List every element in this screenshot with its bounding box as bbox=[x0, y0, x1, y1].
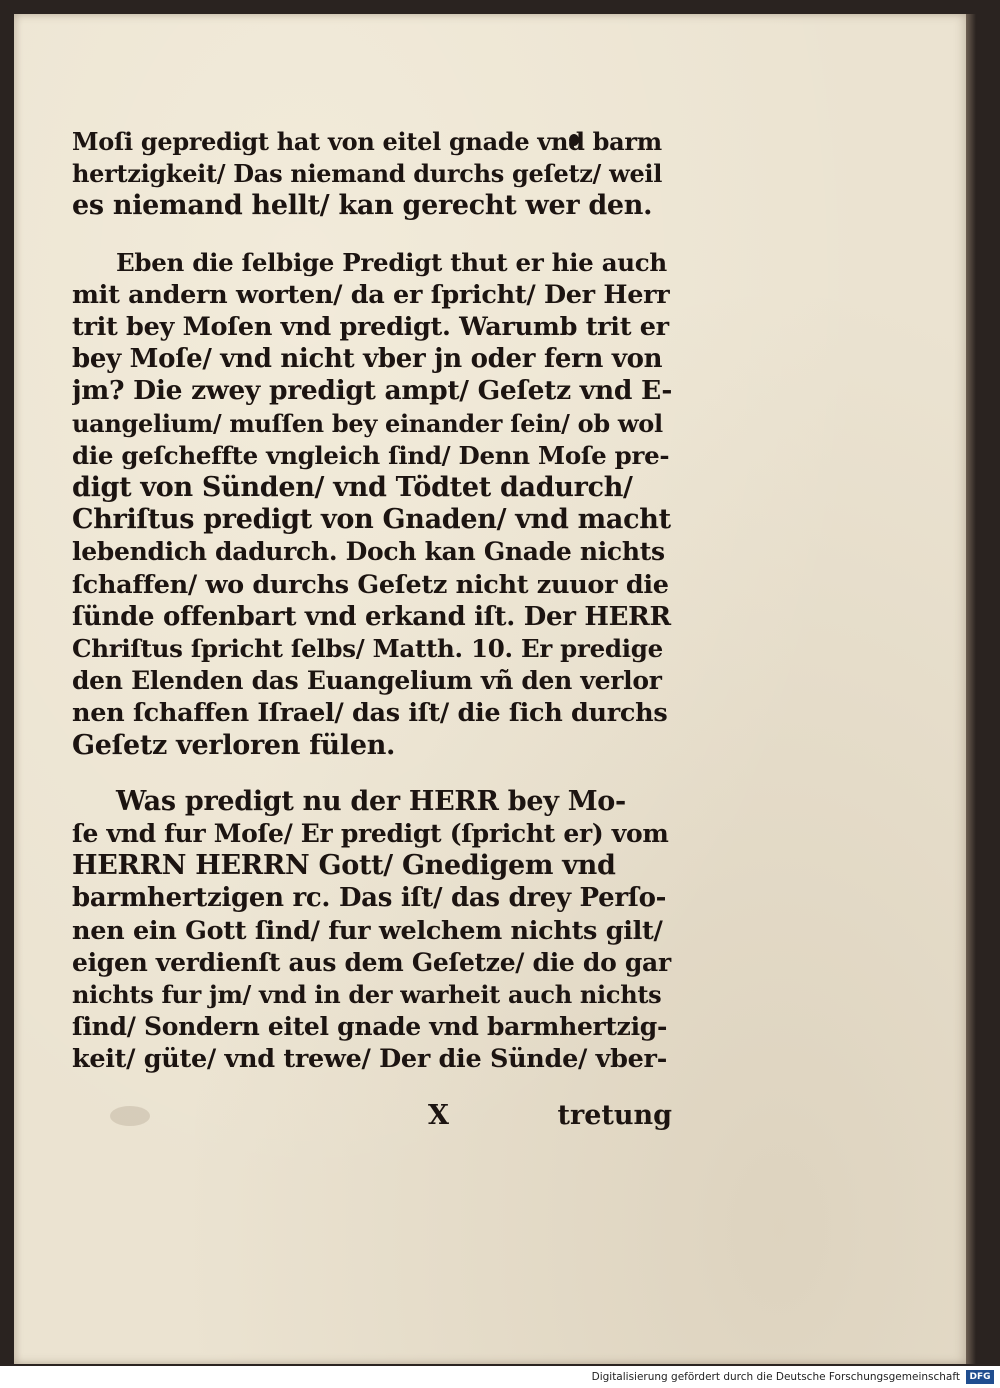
text-line: es niemand hellt/ kan gerecht wer den. bbox=[72, 190, 653, 222]
text-line: digt von Sünden/ vnd Tödtet dadurch/ bbox=[72, 472, 633, 504]
text-line: Eben die ſelbige Predigt thut er hie auch bbox=[116, 247, 667, 277]
page-footer-line bbox=[72, 1100, 672, 1134]
page-edge-shadow bbox=[966, 14, 976, 1364]
funding-credit: Digitalisierung gefördert durch die Deutsche Forschungsgemeinschaft bbox=[591, 1371, 960, 1383]
paragraph-3 bbox=[72, 786, 672, 1076]
text-line: bey Moſe/ vnd nicht vber jn oder fern von bbox=[72, 344, 663, 375]
text-line: ſchaffen/ wo durchs Geſetz nicht zuuor die bbox=[72, 569, 669, 600]
body-text bbox=[72, 126, 672, 1076]
catchword: tretung bbox=[557, 1100, 672, 1131]
text-line: mit andern worten/ da er ſpricht/ Der Herr bbox=[72, 279, 670, 310]
text-line: uangelium/ muſſen bey einander ſein/ ob wol bbox=[72, 408, 663, 438]
dfg-logo: DFG bbox=[966, 1370, 994, 1384]
text-line: Chriſtus ſpricht ſelbs/ Matth. 10. Er predige bbox=[72, 634, 663, 664]
text-line: hertzigkeit/ Das niemand durchs geſetz/ weil bbox=[72, 159, 663, 189]
paragraph-1 bbox=[72, 126, 672, 223]
text-line: Moſi gepredigt hat von eitel gnade vnd barm bbox=[72, 127, 662, 156]
text-line: ſind/ Sondern eitel gnade vnd barmhertzig- bbox=[72, 1012, 668, 1042]
digitization-footer bbox=[0, 1366, 1000, 1388]
text-line: lebendich dadurch. Doch kan Gnade nichts bbox=[72, 537, 665, 567]
text-line: nen ein Gott ſind/ fur welchem nichts gilt/ bbox=[72, 915, 663, 946]
paragraph-2 bbox=[72, 247, 672, 762]
text-line: keit/ güte/ vnd trewe/ Der die Sünde/ vber- bbox=[72, 1044, 667, 1075]
text-line: die geſcheffte vngleich ſind/ Denn Moſe pre- bbox=[72, 440, 670, 470]
text-line: trit bey Moſen vnd predigt. Warumb trit er bbox=[72, 312, 669, 343]
text-line: den Elenden das Euangelium vñ den verlor bbox=[72, 666, 662, 696]
text-line: ſe vnd fur Moſe/ Er predigt (ſpricht er) vom bbox=[72, 819, 669, 849]
text-line: ſünde offenbart vnd erkand iſt. Der HERR bbox=[72, 601, 671, 632]
text-line: HERRN HERRN Gott/ Gnedigem vnd bbox=[72, 850, 616, 882]
text-line: Chriſtus predigt von Gnaden/ vnd macht bbox=[72, 504, 671, 536]
text-line: Was predigt nu der HERR bey Mo- bbox=[116, 785, 626, 817]
text-line: eigen verdienſt aus dem Geſetze/ die do gar bbox=[72, 947, 671, 977]
text-line: barmhertzigen rc. Das iſt/ das drey Perſo- bbox=[72, 883, 667, 914]
text-line: jm? Die zwey predigt ampt/ Geſetz vnd E- bbox=[72, 375, 672, 407]
signature-mark: X bbox=[428, 1100, 449, 1131]
book-page bbox=[14, 14, 970, 1364]
text-line: Geſetz verloren fülen. bbox=[72, 729, 396, 761]
text-line: nen ſchaffen Iſrael/ das iſt/ die ſich durchs bbox=[72, 698, 668, 729]
text-line: nichts fur jm/ vnd in der warheit auch nichts bbox=[72, 980, 662, 1010]
